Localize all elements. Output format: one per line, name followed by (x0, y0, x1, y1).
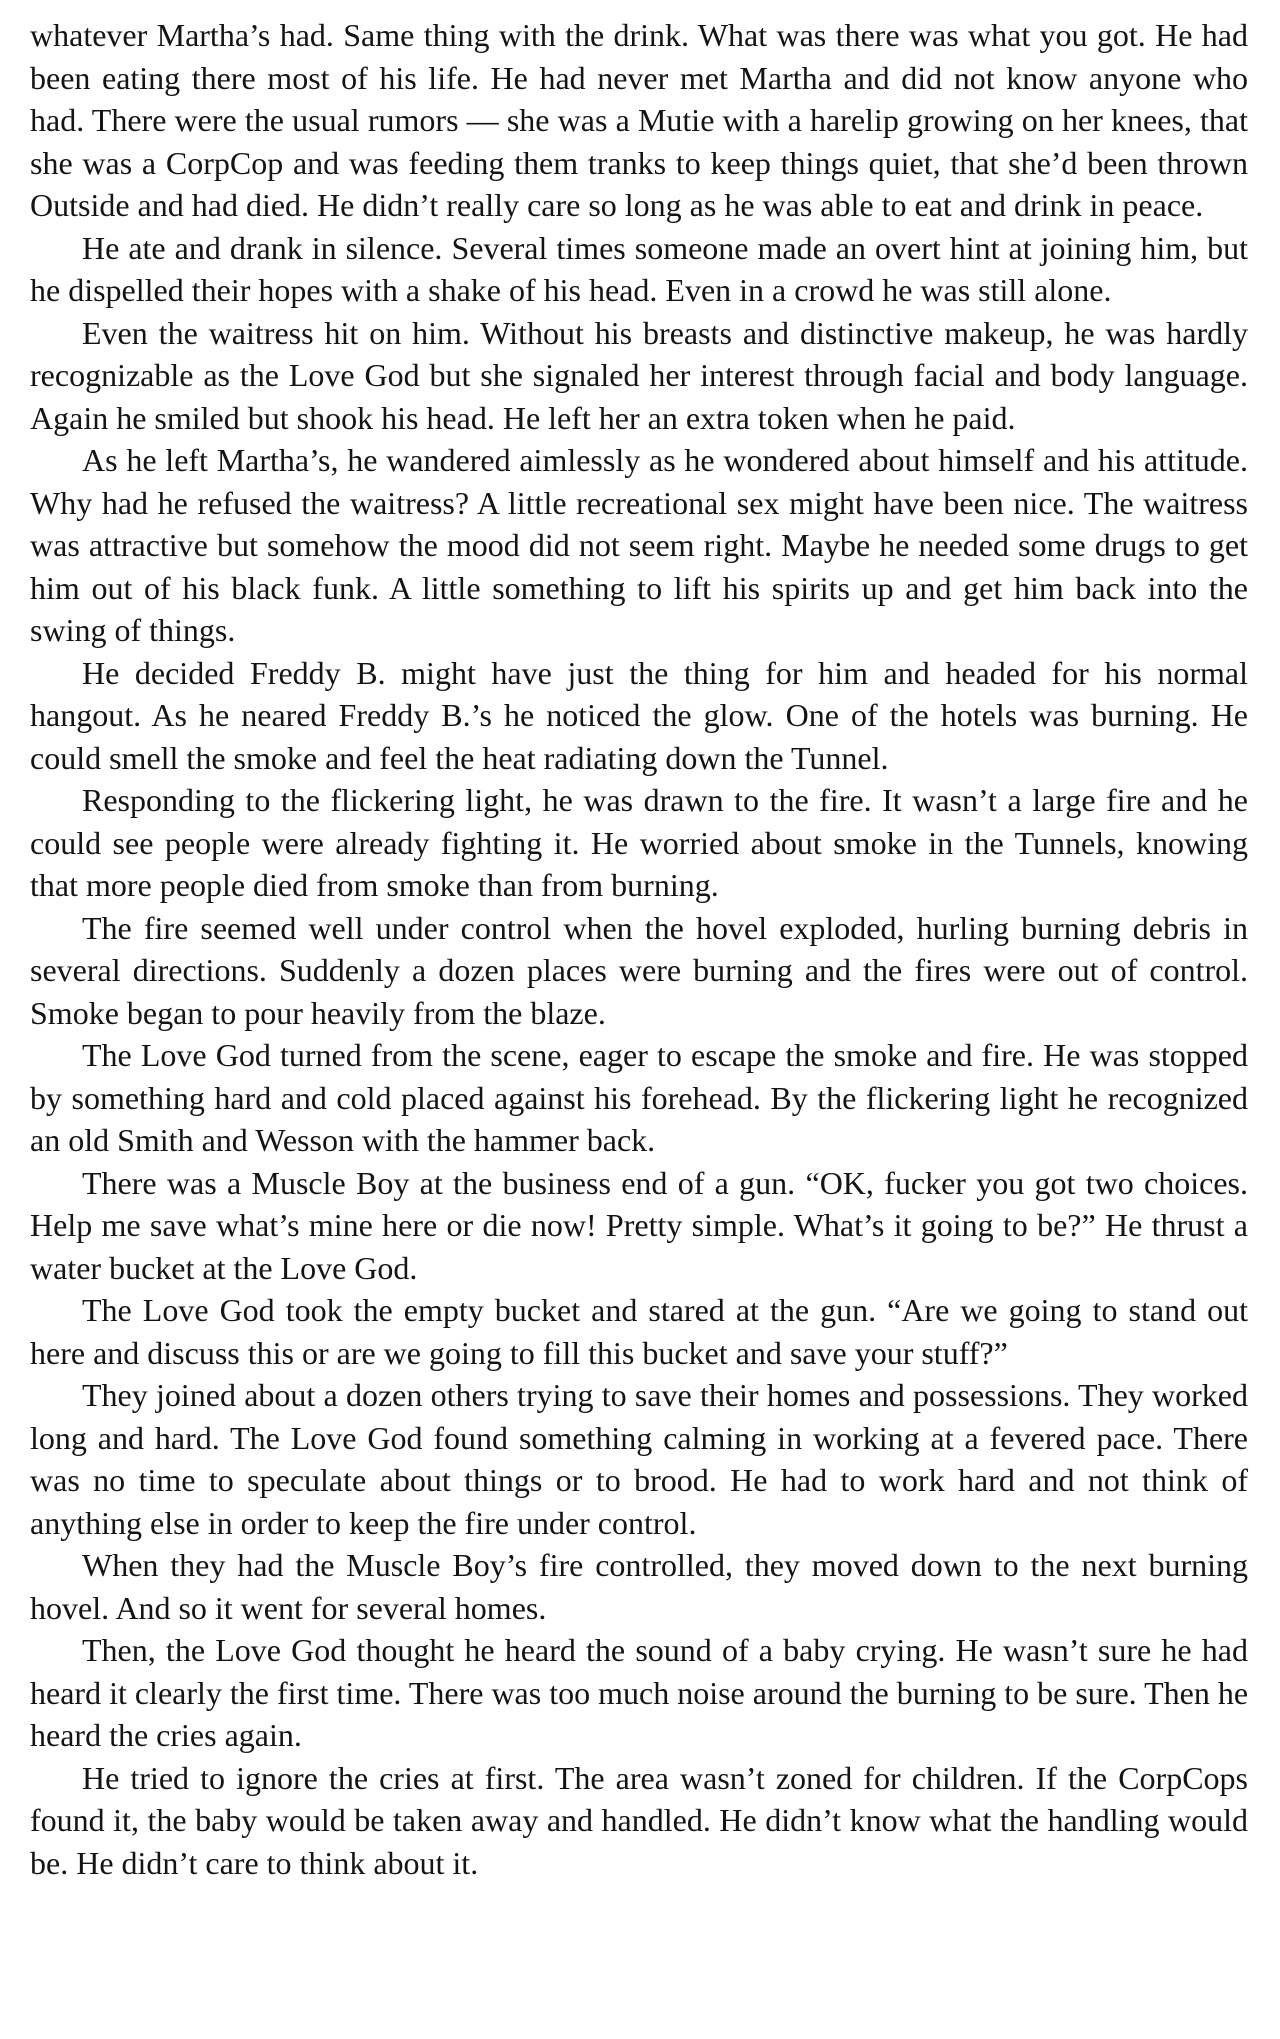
paragraph-1: whatever Martha’s had. Same thing with the drink. What was there was what you got. He had been eating there most of his life. He had never met Martha and did not know anyone who had. There were the usual rumors — she was a Mutie with a harelip growing on her knees, that she was a CorpCop and was feeding them tranks to keep things quiet, that she’d been thrown Outside and had died. He didn’t really care so long as he was able to eat and drink in peace. (30, 17, 1248, 223)
paragraph-4: As he left Martha’s, he wandered aimlessly as he wondered about himself and his attitude. Why had he refused the waitress? A little recreational sex might have been nice. The waitress was attractive but somehow the mood did not seem right. Maybe he needed some drugs to get him out of his black funk. A little something to lift his spirits up and get him back into the swing of things. (30, 442, 1248, 648)
paragraph-7: The fire seemed well under control when the hovel exploded, hurling burning debris in several directions. Suddenly a dozen places were burning and the fires were out of control. Smoke began to pour heavily from the blaze. (30, 909, 1248, 1031)
book-page (30, 14, 1248, 1884)
paragraph-10: The Love God took the empty bucket and stared at the gun. “Are we going to stand out here and discuss this or are we going to fill this bucket and save your stuff?” (30, 1292, 1248, 1371)
paragraph-5: He decided Freddy B. might have just the thing for him and headed for his normal hangout. As he neared Freddy B.’s he noticed the glow. One of the hotels was burning. He could smell the smoke and feel the heat radiating down the Tunnel. (30, 654, 1248, 776)
paragraph-6: Responding to the flickering light, he was drawn to the fire. It wasn’t a large fire and he could see people were already fighting it. He worried about smoke in the Tunnels, knowing that more people died from smoke than from burning. (30, 782, 1248, 903)
paragraph-12: When they had the Muscle Boy’s fire controlled, they moved down to the next burning hovel. And so it went for several homes. (30, 1547, 1248, 1626)
paragraph-3: Even the waitress hit on him. Without his breasts and distinctive makeup, he was hardly recognizable as the Love God but she signaled her interest through facial and body language. Again he smiled but shook his head. He left her an extra token when he paid. (30, 314, 1248, 436)
paragraph-8: The Love God turned from the scene, eager to escape the smoke and fire. He was stopped by something hard and cold placed against his forehead. By the flickering light he recognized an old Smith and Wesson with the hammer back. (30, 1037, 1248, 1158)
paragraph-2: He ate and drank in silence. Several times someone made an overt hint at joining him, but he dispelled their hopes with a shake of his head. Even in a crowd he was still alone. (30, 229, 1248, 308)
paragraph-9: There was a Muscle Boy at the business end of a gun. “OK, fucker you got two choices. Help me save what’s mine here or die now! Pretty simple. What’s it going to be?” He thrust a water bucket at the Love God. (30, 1164, 1248, 1286)
paragraph-13: Then, the Love God thought he heard the sound of a baby crying. He wasn’t sure he had heard it clearly the first time. There was too much noise around the burning to be sure. Then he heard the cries again. (30, 1632, 1249, 1753)
paragraph-11: They joined about a dozen others trying to save their homes and possessions. They worked long and hard. The Love God found something calming in working at a fevered pace. There was no time to speculate about things or to brood. He had to work hard and not think of anything else in order to keep the fire under control. (30, 1377, 1248, 1541)
paragraph-14: He tried to ignore the cries at first. The area wasn’t zoned for children. If the CorpCops found it, the baby would be taken away and handled. He didn’t know what the handling would be. He didn’t care to think about it. (30, 1759, 1248, 1881)
